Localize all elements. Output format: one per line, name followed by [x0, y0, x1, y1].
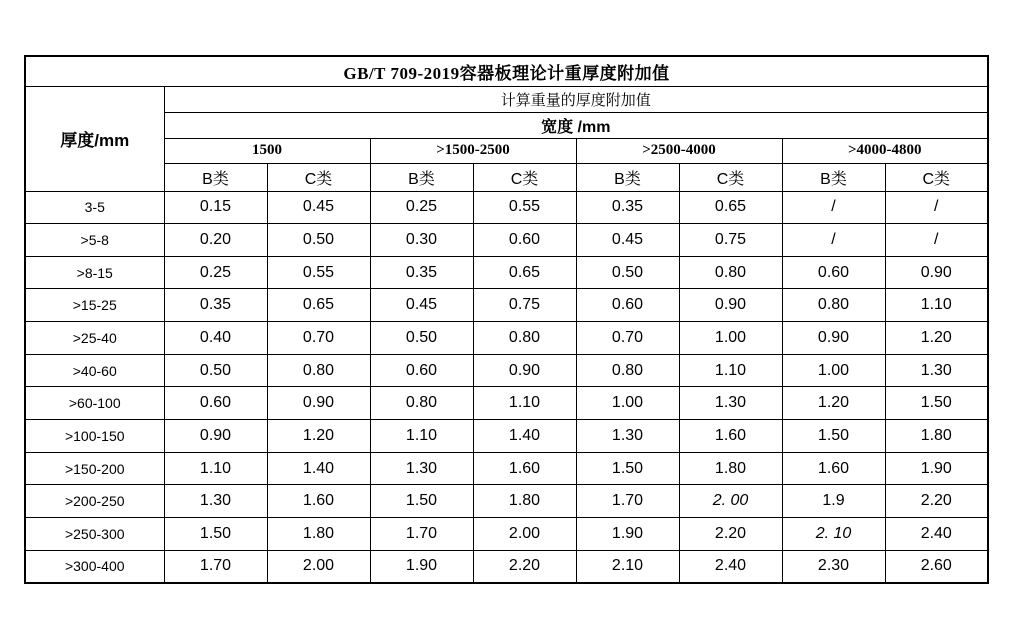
class-b-header: B类 [370, 163, 473, 191]
class-c-header: C类 [473, 163, 576, 191]
value-cell: 1.20 [782, 387, 885, 420]
value-cell: 1.90 [370, 550, 473, 583]
value-cell: 1.00 [576, 387, 679, 420]
value-cell: 0.25 [370, 191, 473, 224]
width-group-4000-4800: >4000-4800 [782, 138, 988, 163]
class-b-header: B类 [782, 163, 885, 191]
value-cell: 0.60 [370, 354, 473, 387]
value-cell: 0.70 [576, 322, 679, 355]
value-cell: 0.35 [164, 289, 267, 322]
value-cell: 2.40 [679, 550, 782, 583]
value-cell: 2.60 [885, 550, 988, 583]
value-cell: / [885, 191, 988, 224]
value-cell: 2.20 [885, 485, 988, 518]
value-cell: 0.65 [679, 191, 782, 224]
value-cell: 1.50 [782, 420, 885, 453]
value-cell: / [782, 191, 885, 224]
table-row [25, 289, 988, 322]
value-cell: 1.9 [782, 485, 885, 518]
class-header-row [25, 163, 988, 191]
value-cell: 1.10 [473, 387, 576, 420]
value-cell: 0.90 [679, 289, 782, 322]
value-cell: 0.90 [782, 322, 885, 355]
value-cell: 0.90 [473, 354, 576, 387]
table-row [25, 387, 988, 420]
value-cell: 0.50 [370, 322, 473, 355]
table-row [25, 452, 988, 485]
value-cell: 2.00 [267, 550, 370, 583]
value-cell: 1.60 [679, 420, 782, 453]
table-row [25, 256, 988, 289]
value-cell: 2.20 [679, 518, 782, 551]
thickness-column-header: 厚度/mm [25, 86, 164, 191]
thickness-range-cell: >250-300 [25, 518, 164, 551]
value-cell: 0.65 [473, 256, 576, 289]
value-cell: 0.35 [370, 256, 473, 289]
value-cell: 1.30 [679, 387, 782, 420]
thickness-range-cell: >15-25 [25, 289, 164, 322]
value-cell: 0.25 [164, 256, 267, 289]
value-cell: / [885, 224, 988, 257]
value-cell: 1.40 [267, 452, 370, 485]
table-row [25, 224, 988, 257]
value-cell: 0.70 [267, 322, 370, 355]
class-b-header: B类 [164, 163, 267, 191]
value-cell: 1.10 [370, 420, 473, 453]
value-cell: 2.20 [473, 550, 576, 583]
class-c-header: C类 [679, 163, 782, 191]
value-cell: 2.10 [576, 550, 679, 583]
value-cell: 1.30 [576, 420, 679, 453]
thickness-range-cell: >60-100 [25, 387, 164, 420]
value-cell: 1.40 [473, 420, 576, 453]
value-cell: 1.20 [267, 420, 370, 453]
value-cell: 1.80 [885, 420, 988, 453]
value-cell: 2.40 [885, 518, 988, 551]
value-cell: 1.60 [473, 452, 576, 485]
value-cell: 1.90 [576, 518, 679, 551]
value-cell: 1.70 [576, 485, 679, 518]
table-row [25, 354, 988, 387]
value-cell: 0.80 [679, 256, 782, 289]
width-group-1500: 1500 [164, 138, 370, 163]
table-body [25, 191, 988, 583]
width-header-row [25, 112, 988, 138]
value-cell: 1.60 [267, 485, 370, 518]
table-row [25, 420, 988, 453]
class-c-header: C类 [267, 163, 370, 191]
value-cell: 0.50 [576, 256, 679, 289]
thickness-range-cell: >8-15 [25, 256, 164, 289]
value-cell: 1.30 [885, 354, 988, 387]
thickness-range-cell: 3-5 [25, 191, 164, 224]
thickness-range-cell: >100-150 [25, 420, 164, 453]
value-cell: 1.80 [679, 452, 782, 485]
class-b-header: B类 [576, 163, 679, 191]
thickness-range-cell: >200-250 [25, 485, 164, 518]
value-cell: 1.10 [885, 289, 988, 322]
table-title: GB/T 709-2019容器板理论计重厚度附加值 [25, 56, 988, 86]
value-cell: 1.80 [267, 518, 370, 551]
value-cell: 1.30 [370, 452, 473, 485]
value-cell: 1.70 [370, 518, 473, 551]
value-cell: 1.60 [782, 452, 885, 485]
table-row [25, 518, 988, 551]
value-cell: 0.50 [267, 224, 370, 257]
value-cell: 1.50 [885, 387, 988, 420]
class-c-header: C类 [885, 163, 988, 191]
value-cell: 1.50 [576, 452, 679, 485]
thickness-addition-table [24, 55, 989, 584]
value-cell: 1.10 [164, 452, 267, 485]
width-group-row [25, 138, 988, 163]
value-cell: 0.30 [370, 224, 473, 257]
value-cell: 2. 00 [679, 485, 782, 518]
value-cell: 0.60 [782, 256, 885, 289]
value-cell: 1.90 [885, 452, 988, 485]
value-cell: 1.00 [679, 322, 782, 355]
value-cell: 0.90 [164, 420, 267, 453]
value-cell: 0.35 [576, 191, 679, 224]
width-group-2500-4000: >2500-4000 [576, 138, 782, 163]
value-cell: 0.80 [473, 322, 576, 355]
value-cell: 1.20 [885, 322, 988, 355]
width-header: 宽度 /mm [164, 112, 988, 138]
value-cell: 0.45 [267, 191, 370, 224]
value-cell: 0.55 [473, 191, 576, 224]
value-cell: 0.45 [576, 224, 679, 257]
value-cell: / [782, 224, 885, 257]
value-cell: 0.80 [267, 354, 370, 387]
addition-header-row [25, 86, 988, 112]
addition-header: 计算重量的厚度附加值 [164, 86, 988, 112]
value-cell: 0.80 [576, 354, 679, 387]
thickness-range-cell: >150-200 [25, 452, 164, 485]
value-cell: 0.60 [473, 224, 576, 257]
value-cell: 2.30 [782, 550, 885, 583]
value-cell: 0.55 [267, 256, 370, 289]
value-cell: 1.50 [370, 485, 473, 518]
value-cell: 1.70 [164, 550, 267, 583]
table-row [25, 550, 988, 583]
title-row [25, 56, 988, 86]
value-cell: 0.20 [164, 224, 267, 257]
width-group-1500-2500: >1500-2500 [370, 138, 576, 163]
thickness-range-cell: >40-60 [25, 354, 164, 387]
value-cell: 1.80 [473, 485, 576, 518]
value-cell: 0.50 [164, 354, 267, 387]
value-cell: 2. 10 [782, 518, 885, 551]
value-cell: 0.15 [164, 191, 267, 224]
value-cell: 0.45 [370, 289, 473, 322]
value-cell: 0.80 [370, 387, 473, 420]
value-cell: 1.10 [679, 354, 782, 387]
thickness-range-cell: >300-400 [25, 550, 164, 583]
thickness-range-cell: >5-8 [25, 224, 164, 257]
value-cell: 1.30 [164, 485, 267, 518]
table-row [25, 322, 988, 355]
table-row [25, 191, 988, 224]
value-cell: 0.75 [473, 289, 576, 322]
thickness-range-cell: >25-40 [25, 322, 164, 355]
value-cell: 2.00 [473, 518, 576, 551]
value-cell: 0.60 [576, 289, 679, 322]
value-cell: 1.00 [782, 354, 885, 387]
value-cell: 0.90 [885, 256, 988, 289]
table-row [25, 485, 988, 518]
value-cell: 0.80 [782, 289, 885, 322]
value-cell: 0.65 [267, 289, 370, 322]
value-cell: 0.90 [267, 387, 370, 420]
value-cell: 1.50 [164, 518, 267, 551]
value-cell: 0.40 [164, 322, 267, 355]
value-cell: 0.60 [164, 387, 267, 420]
value-cell: 0.75 [679, 224, 782, 257]
